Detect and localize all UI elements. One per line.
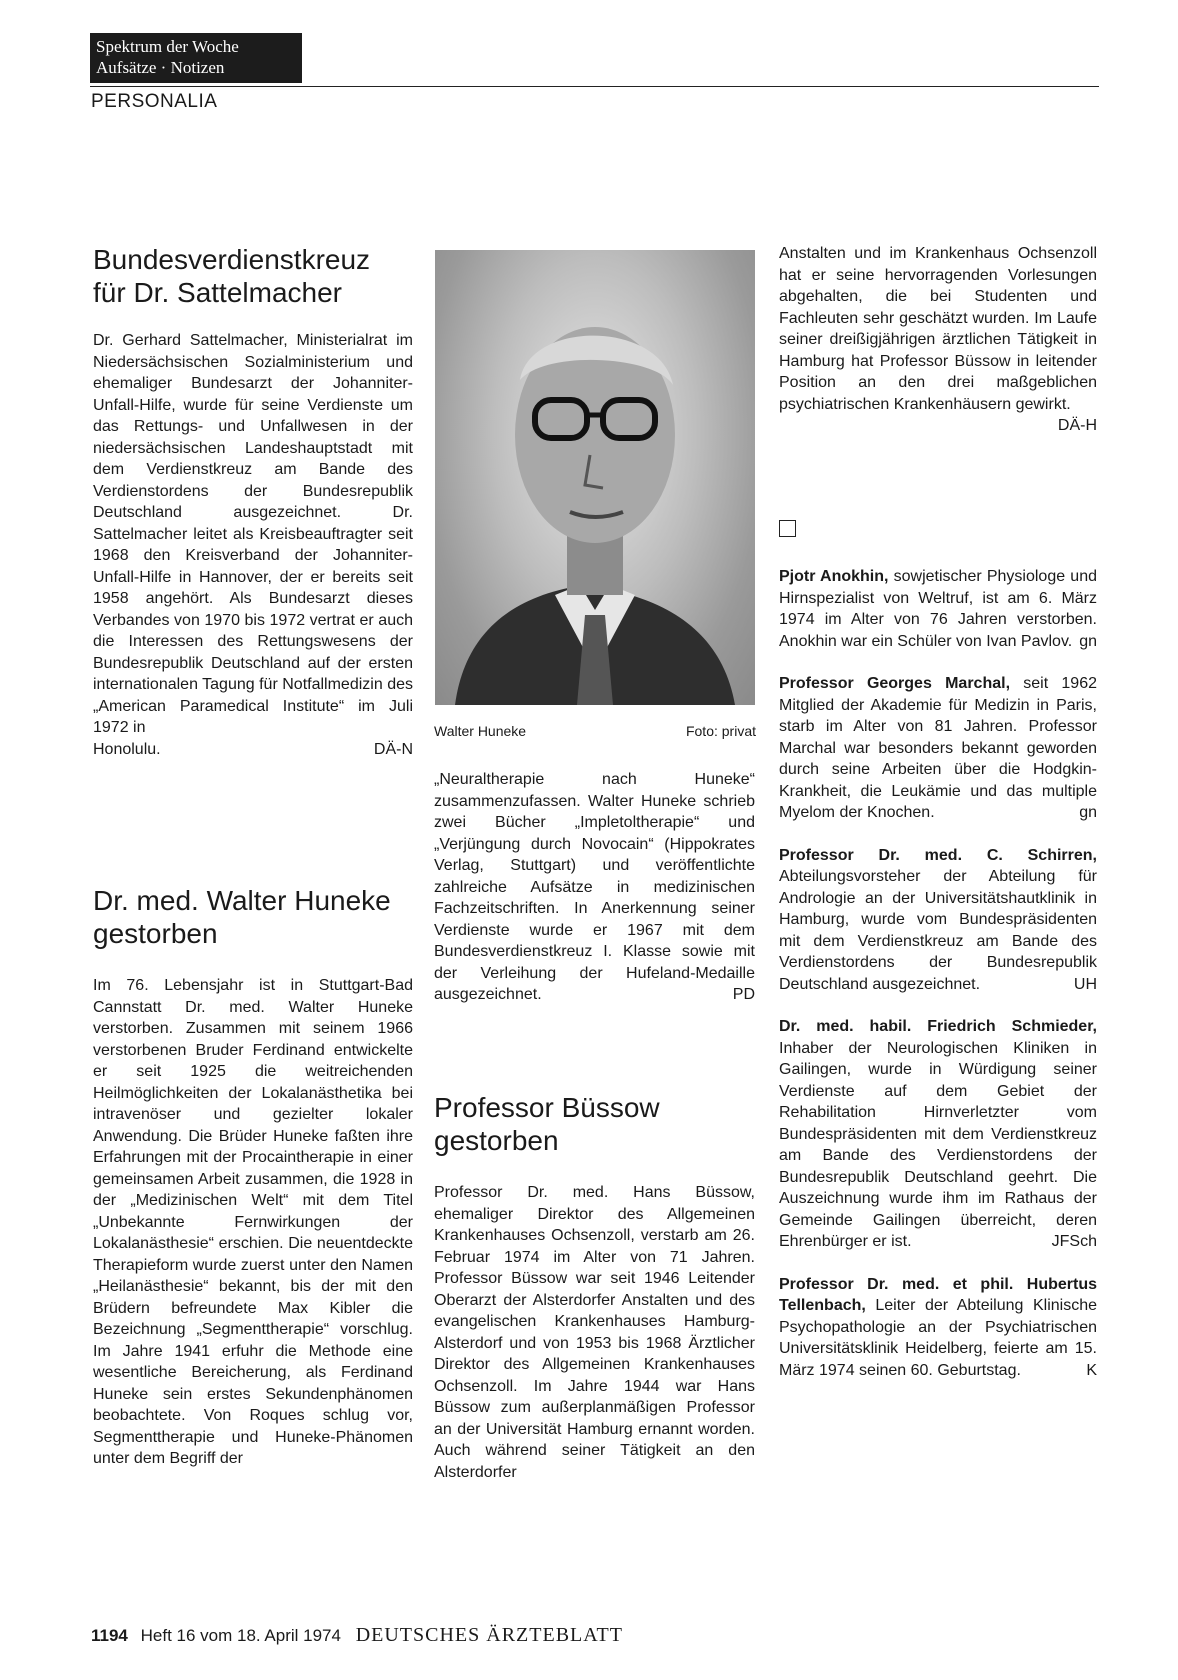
section-label-line1: Spektrum der Woche bbox=[96, 37, 239, 56]
notice-text: Leiter der Abteilung Klinische Psychopathologie an der Psychiatrischen Universitätsklinik Heidelberg, feierte am 15. März 1974 seinen 60. Geburtstag. bbox=[779, 1297, 1097, 1379]
photo-caption-name: Walter Huneke bbox=[434, 723, 527, 739]
article-body-last: Honolulu. bbox=[93, 740, 161, 758]
notice-signature: K bbox=[1086, 1361, 1097, 1379]
photo-credit: Foto: privat bbox=[685, 723, 756, 739]
notice-name: Professor Georges Marchal, bbox=[779, 675, 1011, 692]
category-heading: PERSONALIA bbox=[91, 91, 218, 112]
photo-caption bbox=[434, 722, 756, 740]
headline-line2: gestorben bbox=[434, 1125, 559, 1156]
journal-name: DEUTSCHES ÄRZTEBLATT bbox=[355, 1624, 623, 1646]
notice-item bbox=[779, 845, 1097, 996]
notice-text: sowjetischer Physiologe und Hirnspezialist von Weltruf, ist am 6. März 1974 im Alter von 76 Jahren verstorben. Anokhin war ein Schüler von Ivan Pavlov. bbox=[779, 568, 1097, 650]
notice-name: Dr. med. habil. Friedrich Schmieder, bbox=[779, 1018, 1097, 1035]
notice-signature: JFSch bbox=[1051, 1233, 1097, 1250]
article-body-end bbox=[93, 739, 413, 761]
notice-text: seit 1962 Mitglied der Akademie für Medizin in Paris, starb im Alter von 81 Jahren. Professor Marchal war besonders bekannt geworden durch seine Arbeiten über die Hodgkin-Krankheit, die Leukämie und das multiple Myelom der Knochen. bbox=[779, 675, 1097, 821]
article-headline bbox=[434, 1091, 755, 1157]
header-rule bbox=[90, 86, 1099, 87]
notice-text: Abteilungsvorsteher der Abteilung für Andrologie an der Universitätshautklinik in Hamburg, wurde vom Bundespräsidenten mit dem Verdienstkreuz am Bande des Verdienstordens der Bundesrepublik Deutschland ausgezeichnet. bbox=[779, 868, 1097, 993]
separator-square-icon bbox=[779, 520, 796, 537]
notice-item bbox=[779, 566, 1097, 652]
article-huneke bbox=[93, 884, 413, 1470]
article-sattelmacher bbox=[93, 243, 413, 760]
article-buessow-continued bbox=[779, 243, 1097, 437]
headline-line1: Bundesverdienstkreuz bbox=[93, 244, 371, 275]
article-headline bbox=[93, 243, 413, 309]
author-signature: DÄ-N bbox=[373, 740, 413, 758]
notice-item bbox=[779, 673, 1097, 824]
notice-item bbox=[779, 1016, 1097, 1253]
section-label-box bbox=[90, 33, 302, 83]
article-body: Dr. Gerhard Sattelmacher, Ministerialrat im Niedersächsischen Sozialministerium und ehemaliger Bundesarzt der Johanniter-Unfall-Hilfe, wurde für seine Verdienste um das Rettungs- und Unfallwesen in der niedersächsischen Landeshauptstadt mit dem Verdienstkreuz am Bande des Verdienstordens der Bundesrepublik Deutschland ausgezeichnet. Dr. Sattelmacher leitet als Kreisbeauftragter seit 1968 den Kreisverband der Johanniter-Unfall-Hilfe in Hannover, der er bereits seit 1958 angehört. Als Bundesarzt dieses Verbandes von 1970 bis 1972 vertrat er auch die Interessen des Rettungswesens der Bundesrepublik Deutschland auf der ersten internationalen Tagung für Notfallmedizin des „American Paramedical Institute“ im Juli 1972 in bbox=[93, 332, 413, 736]
headline-line2: für Dr. Sattelmacher bbox=[93, 277, 342, 308]
portrait-photo bbox=[435, 250, 755, 705]
notice-name: Professor Dr. med. et phil. Hubertus Tellenbach, bbox=[779, 1275, 1097, 1314]
notice-name: Professor Dr. med. C. Schirren, bbox=[779, 846, 1097, 864]
article-body-text: „Neuraltherapie nach Huneke“ zusammenzufassen. Walter Huneke schrieb zwei Bücher „Impletoltherapie“ und „Verjüngung durch Novocain“ (Hippokrates Verlag, Stuttgart) und veröffentlichte zahlreiche Aufsätze in medizinischen Fachzeitschriften. In Anerkennung seiner Verdienste wurde er 1967 mit dem Bundesverdienstkreuz I. Klasse sowie mit der Verleihung der Hufeland-Medaille ausgezeichnet. bbox=[434, 771, 755, 1003]
headline-line1: Professor Büssow bbox=[434, 1092, 660, 1123]
notice-signature: UH bbox=[1073, 975, 1097, 993]
article-headline bbox=[93, 884, 413, 950]
notice-signature: gn bbox=[1079, 804, 1097, 821]
notice-text: Inhaber der Neurologischen Kliniken in Gailingen, wurde in Würdigung seiner Verdienste auf dem Gebiet der Rehabilitation Hirnverletzter vom Bundespräsidenten mit dem Verdienstkreuz am Bande des Verdienstordens der Bundesrepublik Deutschland geehrt. Die Auszeichnung wurde ihm im Rathaus der Gemeinde Gailingen überreicht, deren Ehrenbürger er ist. bbox=[779, 1039, 1097, 1250]
notice-name: Pjotr Anokhin, bbox=[779, 568, 889, 585]
short-notices bbox=[779, 566, 1097, 1381]
article-huneke-continued bbox=[434, 769, 755, 1006]
notice-item bbox=[779, 1274, 1097, 1382]
section-label-line2: Aufsätze · Notizen bbox=[96, 58, 225, 77]
page-number: 1194 bbox=[91, 1626, 128, 1645]
author-signature: DÄ-H bbox=[1057, 417, 1097, 434]
issue-info: Heft 16 vom 18. April 1974 bbox=[140, 1626, 341, 1645]
article-body: Anstalten und im Krankenhaus Ochsenzoll hat er seine hervorragenden Vorlesungen abgehalten, die bei Studenten und Fachleuten sehr geschätzt wurden. Im Laufe seiner dreißigjährigen ärztlichen Tätigkeit in Hamburg hat Professor Büssow in leitender Position an den drei maßgeblichen psychiatrischen Krankenhäusern gewirkt. bbox=[779, 245, 1097, 413]
article-buessow bbox=[434, 1091, 755, 1483]
article-body: Professor Dr. med. Hans Büssow, ehemaliger Direktor des Allgemeinen Krankenhauses Ochsenzoll, verstarb am 26. Februar 1974 im Alter von 71 Jahren. Professor Büssow war seit 1946 Leitender Oberarzt der Alsterdorfer Anstalten und des evangelischen Krankenhauses Hamburg-Alsterdorf und von 1953 bis 1968 Ärztlicher Direktor des Allgemeinen Krankenhauses Ochsenzoll. Im Jahre 1944 war Hans Büssow zum außerplanmäßigen Professor an der Universität Hamburg ernannt worden. Auch während seiner Tätigkeit an den Alsterdorfer bbox=[434, 1184, 755, 1481]
author-signature: PD bbox=[732, 986, 755, 1003]
headline-line2: gestorben bbox=[93, 918, 218, 949]
notice-signature: gn bbox=[1079, 632, 1097, 650]
headline-line1: Dr. med. Walter Huneke bbox=[93, 885, 391, 916]
article-body bbox=[434, 769, 755, 1006]
portrait-illustration bbox=[435, 250, 755, 705]
article-body: Im 76. Lebensjahr ist in Stuttgart-Bad Cannstatt Dr. med. Walter Huneke verstorben. Zusammen mit seinem 1966 verstorbenen Bruder Ferdinand entwickelte er seit 1925 die weitreichenden Heilmöglichkeiten der Lokalanästhetika bei intravenöser und gezielter lokaler Anwendung. Die Brüder Huneke faßten ihre Erfahrungen mit der Procaintherapie in einer gemeinsamen Arbeit zusammen, die 1928 in der „Medizinischen Welt“ mit dem Titel „Unbekannte Fernwirkungen der Lokalanästhesie“ erschien. Die neuentdeckte Therapieform wurde zuerst unter den Namen „Heilanästhesie“ bekannt, bis der mit den Brüdern befreundete Max Kibler die Bezeichnung „Segmenttherapie“ vorschlug. Im Jahre 1941 erfuhr die Methode eine wesentliche Bereicherung, als Ferdinand Huneke sein erstes Sekundenphänomen beobachtete. Von Roques schlug vor, Segmenttherapie und Huneke-Phänomen unter dem Begriff der bbox=[93, 977, 413, 1467]
page-footer bbox=[91, 1624, 623, 1647]
